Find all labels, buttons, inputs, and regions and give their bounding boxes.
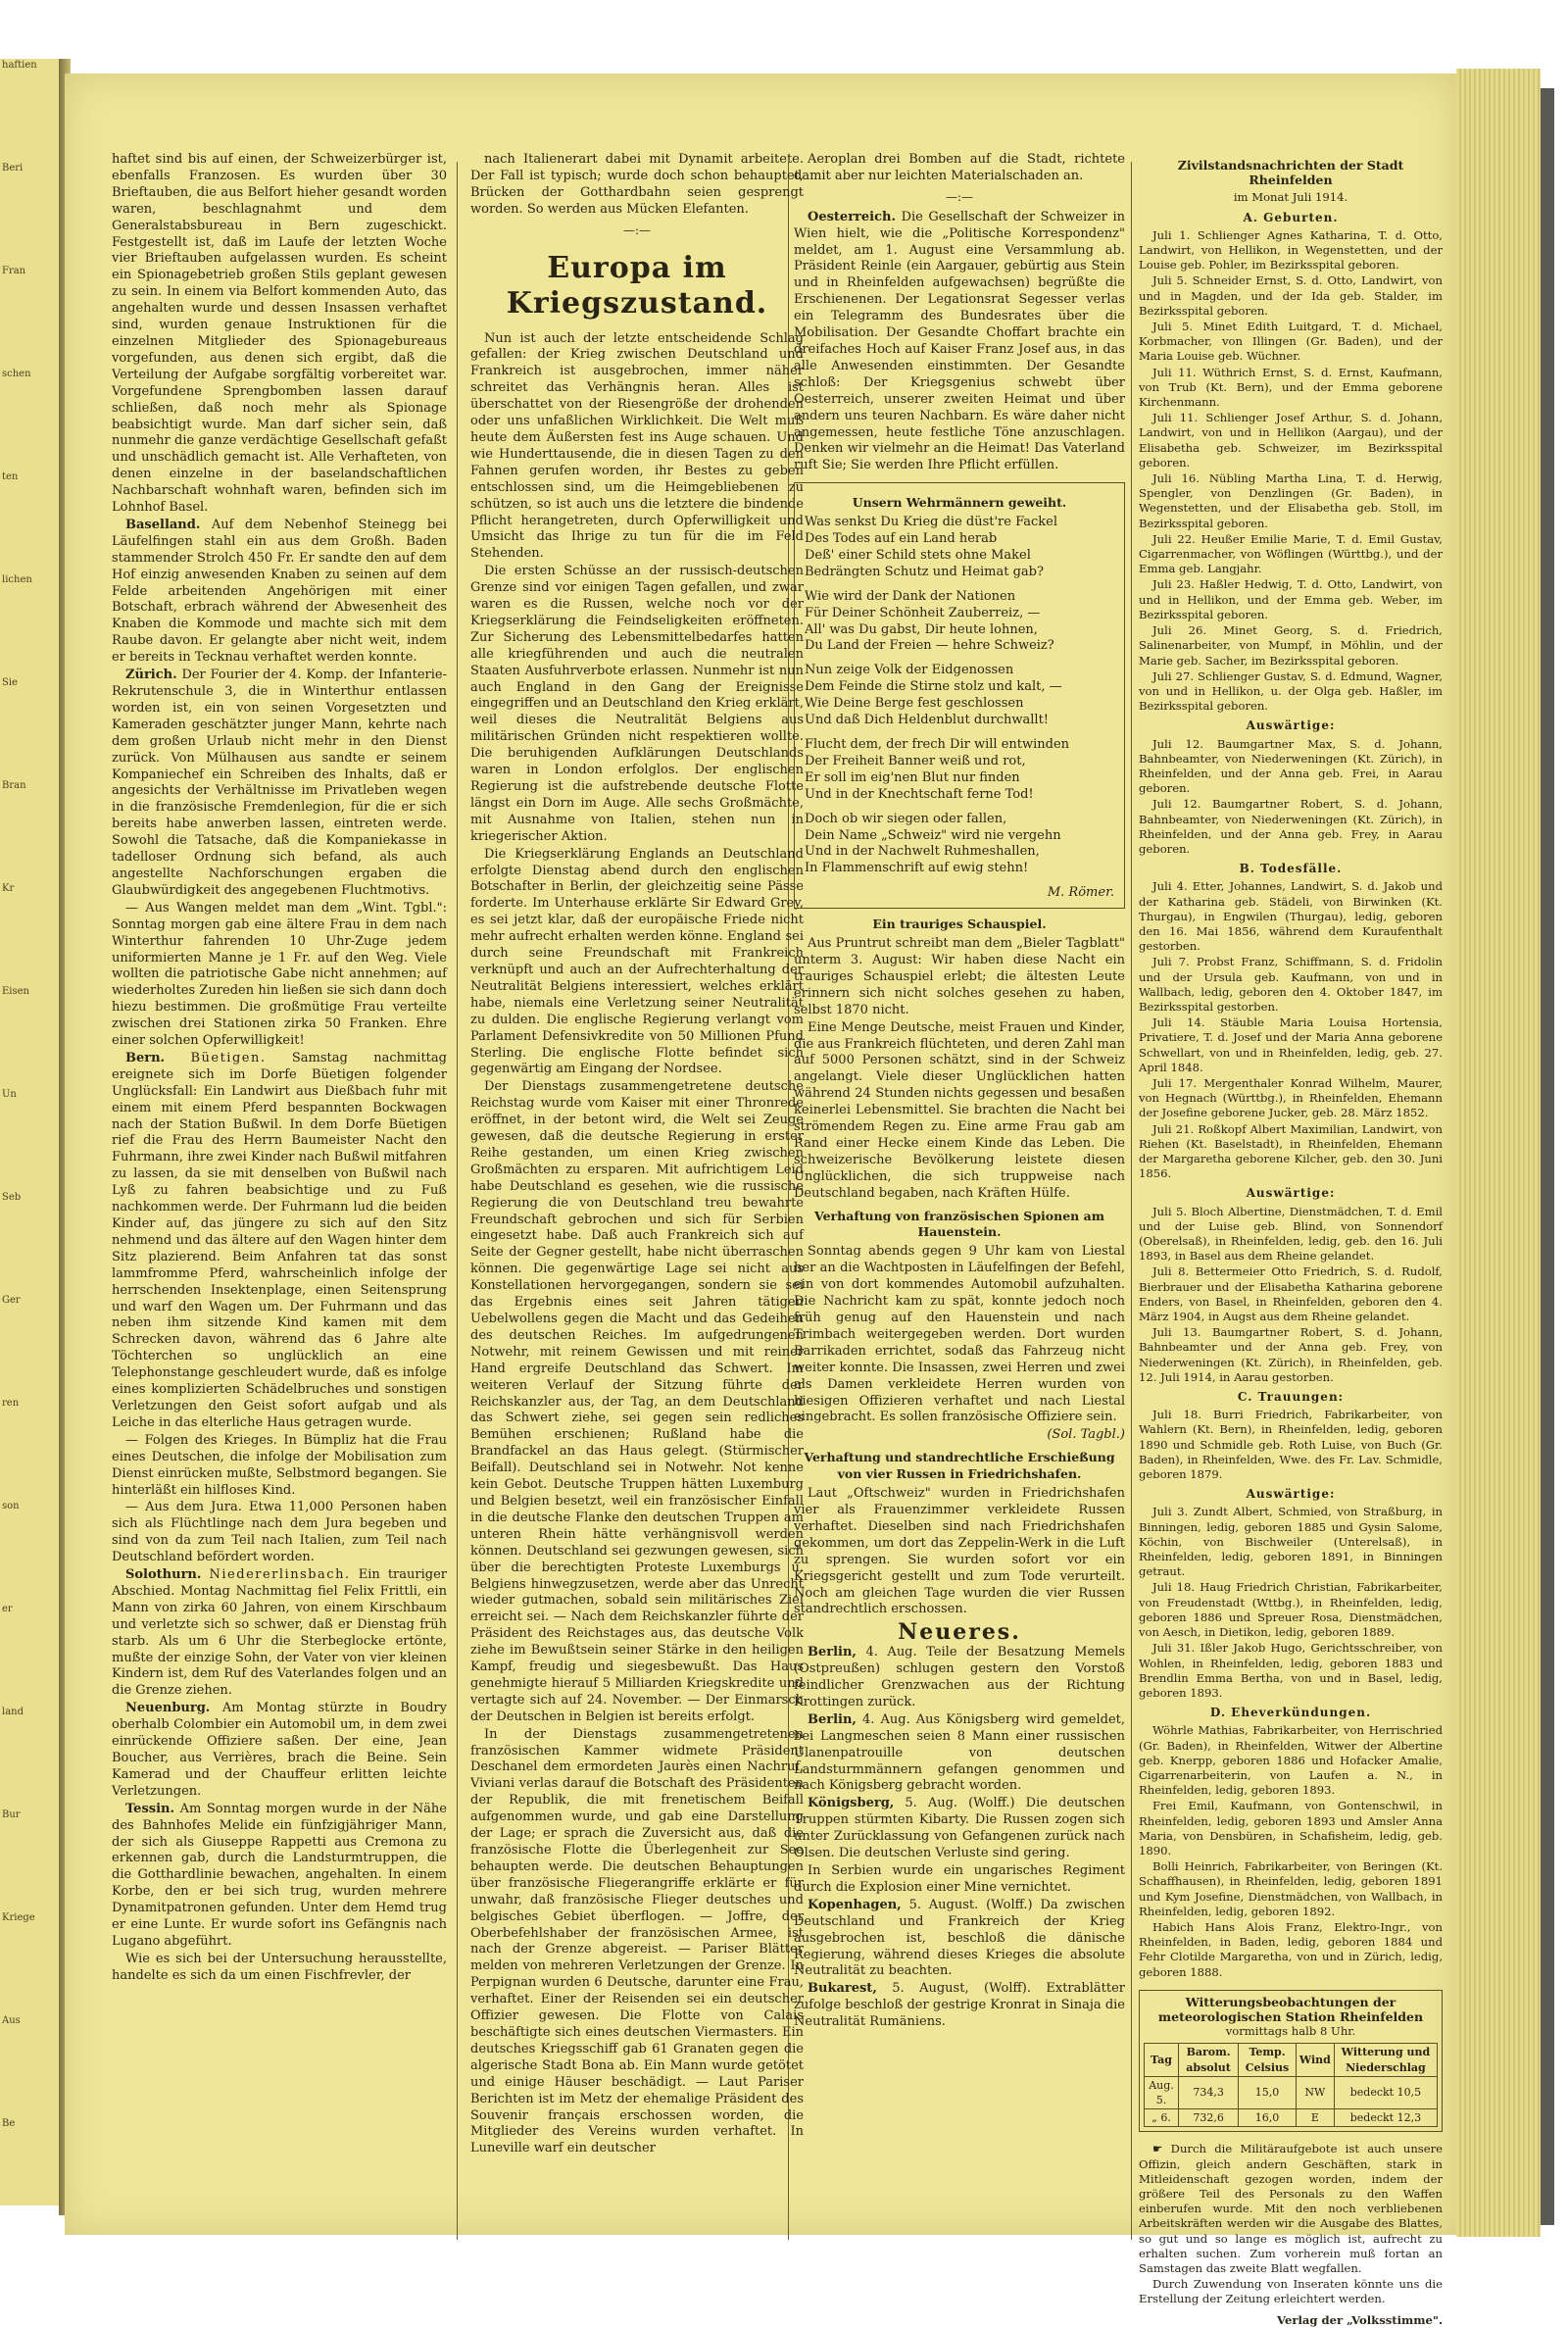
section-label: Oesterreich. (808, 209, 896, 224)
article-text: Sonntag abends gegen 9 Uhr kam von Liestal her an die Wachtposten in Läufelfingen der Befehl, ein von dort kommendes Automobil aufzuhalten. Die Nachricht kam zu spät, konnte jedoch noch früh genug auf den Hauenstein und nach Trimbach weitergegeben werden. Dort wurden Barrikaden errichtet, sodaß das Fahrzeug nicht weiter konnte. Die Insassen, zwei Herren und zwei als Damen verkleidete Herren wurden von hiesigen Offizieren verhaftet und nach Liestal eingebracht. Es sollen französische Offiziere sein. (794, 1244, 1125, 1425)
article-text: Nun ist auch der letzte entscheidende Schlag gefallen: der Krieg zwischen Deutschland und Frankreich ist ausgebrochen, immer näher schreitet das Verhängnis heran. Alles ist überschattet von der Riesengröße der drohenden oder uns unfaßlichen Wirklichkeit. Die Welt muß heute dem Äußersten fest ins Auge schauen. Und wie Hunderttausende, die in diesen Tagen zu den Fahnen gerufen worden, ihr Bestes zu geben entschlossen sind, um die Heimgebliebenen zu schützen, so ist auch uns die letztere die bindende Pflicht herangetreten, durch Opferwilligkeit und Umsicht das Ihrige zu tun für die im Feld Stehenden. (470, 330, 804, 562)
poem-box (794, 482, 1125, 909)
poem-line: Doch ob wir siegen oder fallen, (805, 811, 1007, 826)
record-entry: Juli 23. Haßler Hedwig, T. d. Otto, Landwirt, von und in Hellikon, und der Emma geb. Weber, im Bezirksspital geboren. (1139, 577, 1443, 621)
poem-line: Er soll im eig'nen Blut nur finden (805, 769, 1020, 785)
news-item (794, 1712, 1125, 1796)
news-text: 5. August, (Wolff). Extrablätter zufolge beschloß der gestrige Kronrat in Sinaja die Neutralität Rumäniens. (794, 1981, 1125, 2030)
column-rule (1131, 162, 1132, 2240)
banns-list (1139, 1723, 1443, 1979)
poem-line: Dein Name „Schweiz" wird nie vergehn (805, 827, 1061, 843)
article-text: Samstag nachmittag ereignete sich im Dorfe Büetigen folgender Unglücksfall: Ein Landwirt aus Dießbach fuhr mit einem mit einem Pferd bespannten Bockwagen nach der Station Bußwil. In dem Dorfe Büetigen rief die Frau des Herrn Baumeister Nacht den Fuhrmann, ihre zwei Kinder nach Bußwil mitfahren zu lassen, da sie mit denselben von Bußwil nach Lyß zu fahren beabsichtige und zu Fuß nachkommen werde. Der Fuhrmann lud die beiden Kinder auf, das jüngere zu sich auf den Sitz nehmend und das ältere auf den Wagen hinter dem Sitz plazierend. Beim Anfahren tat das sonst lammfromme Pferd, wahrscheinlich infolge der herrschenden Insektenplage, einen Seitensprung und warf den Wagen um. Der Fuhrmann und das neben ihm sitzende Kind kamen mit dem Schrecken davon, während das 6 Jahre alte Töchterchen so unglücklich an eine Telephonstange geschleudert wurde, daß es infolge eines komplizierten Schädelbruches und sonstigen Verletzungen den Geist sofort aufgab und als Leiche in das elterliche Haus getragen wurde. (112, 1050, 447, 1430)
separator: —:— (945, 189, 974, 204)
news-item (794, 1981, 1125, 2031)
poem-line: Deß' einer Schild stets ohne Makel (805, 547, 1031, 563)
weather-body (1145, 2076, 1438, 2127)
source-credit: (Sol. Tagbl.) (1047, 1427, 1125, 1443)
record-entry: Juli 1. Schlienger Agnes Katharina, T. d. Otto, Landwirt, von Hellikon, in Wegenstetten, und der Louise geb. Pohler, im Bezirksspital geboren. (1139, 227, 1443, 272)
deaths-heading: B. Todesfälle. (1239, 862, 1343, 876)
poem-line: Nun zeige Volk der Eidgenossen (805, 663, 1014, 678)
article-text: Die Kriegserklärung Englands an Deutschland erfolgte Dienstag abend durch den englischen Botschafter in Berlin, der gleichzeitig seine Pässe forderte. Im Unterhause erklärte Sir Edward Grey, es sei jetzt klar, daß der europäische Friede nicht mehr aufrecht erhalten werden könne. England sei durch seine Freundschaft mit Frankreich verknüpft und auch an der Aufrechterhaltung der Neutralität Belgiens interessiert, welches erklärt habe, niemals eine Verletzung seiner Neutralität zu dulden. Die englische Regierung verlangt vom Parlament Defensivkredite von 50 Millionen Pfund Sterling. Die englische Flotte befindet sich gegenwärtig am Eingang der Nordsee. (470, 846, 804, 1077)
place-name: Bukarest, (808, 1981, 877, 1997)
section-label: Solothurn. (125, 1567, 202, 1583)
publisher-notice (1139, 2142, 1443, 2276)
record-entry: Bolli Heinrich, Fabrikarbeiter, von Beringen (Kt. Schaffhausen), in Rheinfelden, ledig, geboren 1891 und Kym Josefine, Dienstmädchen, von Wallbach, in Rheinfelden, ledig, geboren 1892. (1139, 1859, 1443, 1918)
weather-row (1145, 2109, 1438, 2127)
weather-header-row (1145, 2044, 1438, 2076)
fragment-word: ten (2, 471, 19, 482)
headline: Europa im Kriegszustand. (506, 250, 768, 321)
record-entry: Juli 18. Haug Friedrich Christian, Fabrikarbeiter, von Freudenstadt (Wttbg.), in Rheinfelden, ledig, geboren 1886 und Spreuer Rosa, Dienstmädchen, von Aesch, in Dietikon, ledig, geboren 1889. (1139, 1580, 1443, 1640)
article-tessin (112, 1802, 447, 1951)
poem-line: Was senkst Du Krieg die düst're Fackel (805, 515, 1057, 530)
article-text: Aus Pruntrut schreibt man dem „Bieler Tagblatt" unterm 3. August: Wir haben diese Nacht ein trauriges Schauspiel erlebt; die ältesten Leute erinnern sich nicht solches gesehen zu haben, selbst 1870 nicht. (794, 936, 1125, 1017)
fragment-word: Beri (2, 163, 24, 173)
weather-cell: Aug. 5. (1145, 2076, 1179, 2108)
record-entry: Juli 16. Nübling Martha Lina, T. d. Herwig, Spengler, von Denzlingen (Gr. Baden), in Wegenstetten, und der Elisabetha geb. Stoll, im Bezirksspital geboren. (1139, 471, 1443, 530)
weather-cell: bedeckt 12,3 (1334, 2109, 1437, 2127)
fragment-word: Bur (2, 1809, 21, 1820)
left-page-text (2, 59, 57, 2220)
article-oesterreich (794, 210, 1125, 475)
weather-box (1139, 1990, 1443, 2133)
fragment-word: Un (2, 1089, 17, 1100)
poem-stanza (805, 663, 1114, 729)
column-2 (470, 152, 804, 2158)
poem-title: Unsern Wehrmännern geweiht. (852, 495, 1067, 511)
poem-line: Dem Feinde die Stirne stolz und kalt, — (805, 679, 1062, 695)
record-entry: Juli 12. Baumgartner Robert, S. d. Johann, Bahnbeamter, von Niederweningen (Kt. Zürich), in Rheinfelden, und der Anna geb. Frey, in Aarau geboren. (1139, 797, 1443, 856)
weather-table (1144, 2043, 1438, 2127)
article-baselland (112, 518, 447, 667)
record-entry: Juli 8. Bettermeier Otto Friedrich, S. d. Rudolf, Bierbrauer und der Elisabetha Katharina geborene Enders, von Basel, in Rheinfelden, geboren den 4. März 1904, in Augst aus dem Rheine gelandet. (1139, 1264, 1443, 1324)
record-entry: Frei Emil, Kaufmann, von Gontenschwil, in Rheinfelden, ledig, geboren 1893 und Amsler Anna Maria, von Densbüren, in Schafisheim, ledig, geb. 1890. (1139, 1799, 1443, 1857)
publisher-notice-2: Durch Zuwendung von Inseraten könnte uns die Erstellung der Zeitung erleichtert werden. (1139, 2277, 1443, 2306)
newspaper-page (65, 74, 1456, 2327)
deaths-list (1139, 879, 1443, 1181)
article-title: Verhaftung von französischen Spionen am Hauenstein. (814, 1208, 1104, 1240)
record-entry: Juli 22. Heußer Emilie Marie, T. d. Emil Gustav, Cigarrenmacher, von Wöflingen (Württbg.), und der Emma geb. Langjahr. (1139, 531, 1443, 576)
record-entry: Juli 21. Roßkopf Albert Maximilian, Landwirt, von Riehen (Kt. Baselstadt), in Rheinfelden, Ehemann der Margaretha geborene Kilcher, geb. den 30. Juni 1856. (1139, 1121, 1443, 1181)
fragment-word: Aus (2, 2015, 21, 2026)
article-text: nach Italienerart dabei mit Dynamit arbeitete. Der Fall ist typisch; wurde doch schon behauptet, Brücken der Gotthardbahn seien gesprengt worden. So werden aus Mücken Elefanten. (470, 152, 804, 217)
weather-header-cell: Tag (1145, 2044, 1179, 2076)
outside-deaths-list (1139, 1205, 1443, 1385)
weather-cell: bedeckt 10,5 (1334, 2076, 1437, 2108)
outside-heading: Auswärtige: (1246, 718, 1336, 733)
fragment-word: Ger (2, 1295, 21, 1306)
article-title: Verhaftung und standrechtliche Erschießung von vier Russen in Friedrichshafen. (804, 1450, 1115, 1482)
poem-line: Du Land der Freien — hehre Schweiz? (805, 638, 1054, 654)
fragment-word: Fran (2, 266, 26, 276)
weather-cell: 732,6 (1179, 2109, 1239, 2127)
article-text: Eine Menge Deutsche, meist Frauen und Kinder, die aus Frankreich flüchteten, und deren Zahl man auf 5000 Personen schätzt, sind in der Schweiz angelangt. Viele dieser Unglücklichen hatten während 24 Stunden nichts gegessen und besaßen keinerlei Lebensmittel. Sie brachten die Nacht bei strömendem Regen zu. Eine arme Frau gab am Rand einer Hecke einem Kinde das Leben. Die schweizerische Bevölkerung leistete diesen Unglücklichen, die sich truppweise nach Deutschland begaben, nach Kräften Hülfe. (794, 1019, 1125, 1201)
fragment-word: Bran (2, 780, 26, 791)
weather-header-cell: Witterung und Niederschlag (1334, 2044, 1437, 2076)
fragment-word: ren (2, 1398, 20, 1409)
news-text: 4. Aug. Teile der Besatzung Memels (Ostpreußen) schlugen gestern den Vorstoß feindlicher Grenzwachen aus der Richtung Krottingen zurück. (794, 1645, 1125, 1709)
record-entry: Juli 11. Schlienger Josef Arthur, S. d. Johann, Landwirt, von und in Hellikon (Aargau), und der Elisabetha geb. Schweizer, im Bezirksspital geboren. (1139, 411, 1443, 470)
article-text: Aeroplan drei Bomben auf die Stadt, richtete damit aber nur leichten Materialschaden an. (794, 152, 1125, 183)
article-zuerich (112, 668, 447, 900)
column-3 (794, 152, 1125, 2032)
article-text: haftet sind bis auf einen, der Schweizerbürger ist, ebenfalls Franzosen. Es wurden über 30 Brieftauben, die aus Belfort hieher gesandt worden waren, beschlagnahmt und dem Generalstabsbureau in Bern zugeschickt. Festgestellt ist, daß im Laufe der letzten Woche vier Brieftauben aufgelassen wurden. Es scheint ein Spionagebetrieb großen Stils geplant gewesen zu sein. In einem via Belfort kommenden Auto, das angehalten wurde und dessen Insassen verhaftet sind, wurden genaue Instruktionen für die einzelnen Mitglieder des Spionagebureaus vorgefunden, aus denen sich ergibt, daß die Verteilung der Aufgabe sorgfältig vorbereitet war. Vorgefundene Sprengbomben lassen darauf schließen, daß noch mehr als Spionage beabsichtigt wurde. Man darf sicher sein, daß nunmehr die ganze verdächtige Gesellschaft gefaßt und unschädlich gemacht ist. Alle Verhafteten, von denen einzelne in der baselandschaftlichen Nachbarschaft wohnhaft waren, befinden sich im Lohnhof Basel. (112, 152, 447, 516)
weather-header-cell: Barom. absolut (1179, 2044, 1239, 2076)
record-entry: Juli 5. Schneider Ernst, S. d. Otto, Landwirt, von und in Magden, und der Ida geb. Stalder, im Bezirksspital geboren. (1139, 273, 1443, 318)
fragment-word: er (2, 1604, 13, 1614)
article-solothurn (112, 1567, 447, 1700)
poem-signature: M. Römer. (1047, 885, 1114, 901)
article-text: Die ersten Schüsse an der russisch-deutschen Grenze sind vor einigen Tagen gefallen, und zwar waren es die Russen, welche noch vor der Kriegserklärung die Feindseligkeiten eröffneten. Zur Sicherung des Lebensmittelbedarfes hatten alle kriegführenden und auch die neutralen Staaten Ausfuhrverbote erlassen. Nunmehr ist nun auch England in den Gang der Ereignisse eingegriffen und an Deutschland den Krieg erklärt, weil dieses die Neutralität Belgiens aus militärischen Gründen nicht respektieren wollte. Die beruhigenden Aufklärungen Deutschlands waren in London erfolglos. Der englischen Regierung ist die aufstrebende deutsche Flotte längst ein Dorn im Auge. Alle sechs Großmächte, mit Ausnahme von Italien, stehen nun in kriegerischer Aktion. (470, 564, 804, 844)
section-headline: Neueres. (898, 1619, 1021, 1646)
poem-line: All' was Du gabst, Dir heute lohnen, (805, 621, 1038, 637)
section-label: Neuenburg. (125, 1701, 211, 1716)
poem-stanza (805, 812, 1114, 878)
article-text: — Folgen des Krieges. In Bümpliz hat die Frau eines Deutschen, die infolge der Mobilisation zum Dienst einrücken mußte, Selbstmord begangen. Sie hinterläßt ein hilfloses Kind. (112, 1432, 447, 1498)
births-heading: A. Geburten. (1243, 210, 1339, 224)
record-entry: Juli 31. Ißler Jakob Hugo, Gerichtsschreiber, von Wohlen, in Rheinfelden, ledig, geboren 1883 und Brendlin Emma Bertha, von und in Basel, ledig, geboren 1893. (1139, 1641, 1443, 1700)
poem-line: Flucht dem, der frech Dir will entwinden (805, 737, 1070, 752)
poem-line: Des Todes auf ein Land herab (805, 531, 998, 547)
article-text: Ein trauriger Abschied. Montag Nachmittag fiel Felix Frittli, ein Mann von zirka 60 Jahren, von einem Kirschbaum und verletzte sich so schwer, daß er Dienstag früh starb. Als um 6 Uhr die Sterbeglocke ertönte, mußte der einzige Sohn, der Vater von vier kleinen Kindern ist, dem Ruf des Vaterlandes folgen und an die Grenze ziehen. (112, 1567, 447, 1699)
section-label: Bern. (125, 1050, 166, 1065)
article-bern (112, 1051, 447, 1432)
weather-header-cell: Temp. Celsius (1239, 2044, 1297, 2076)
news-list (794, 1645, 1125, 2031)
record-entry: Juli 4. Etter, Johannes, Landwirt, S. d. Jakob und der Katharina geb. Städeli, von Birwinken (Kt. Thurgau), in Engwilen (Thurgau), ledig, geboren den 16. Mai 1856, während dem Kuraufenthalt gestorben. (1139, 879, 1443, 954)
record-entry: Juli 12. Baumgartner Max, S. d. Johann, Bahnbeamter, von Niederweningen (Kt. Zürich), in Rheinfelden, und der Anna geb. Frei, in Aarau geboren. (1139, 736, 1443, 796)
place-name: Kopenhagen, (808, 1897, 902, 1912)
poem-line: Der Freiheit Banner weiß und rot, (805, 753, 1026, 768)
fragment-word: land (2, 1707, 24, 1717)
column-4 (1139, 152, 1443, 2328)
record-entry: Juli 11. Wüthrich Ernst, S. d. Ernst, Kaufmann, von Trub (Kt. Bern), und der Emma geborene Kirchenmann. (1139, 365, 1443, 410)
separator: —:— (622, 223, 652, 237)
poem-body (805, 515, 1114, 877)
article-text: Wie es sich bei der Untersuchung herausstellte, handelte es sich da um einen Fischfrevler, der (112, 1951, 447, 1983)
article-text: Auf dem Nebenhof Steinegg bei Läufelfingen stahl ein aus dem Großh. Baden stammender Strolch 450 Fr. Er sandte den auf dem Hof einzig anwesenden Knaben zu seinen auf dem Felde arbeitenden Angehörigen mit einer Botschaft, erbrach während der Abwesenheit des Knaben die Kommode und machte sich mit dem Raube davon. Er gelangte aber nicht weit, indem er bereits in Tecknau verhaftet werden konnte. (112, 517, 447, 666)
record-entry: Juli 18. Burri Friedrich, Fabrikarbeiter, von Wahlern (Kt. Bern), in Rheinfelden, ledig, geboren 1890 und Schmidle geb. Roth Luise, von Buch (Gr. Baden), in Rheinfelden, Wwe. des Fr. Lav. Schmidle, geboren 1879. (1139, 1408, 1443, 1482)
section-label: Tessin. (125, 1801, 175, 1816)
banns-heading: D. Eheverkündungen. (1209, 1706, 1372, 1720)
fragment-word: Kriege (2, 1912, 35, 1923)
place-name: Niedererlinsbach. (209, 1567, 351, 1583)
news-text: 5. Aug. (Wolff.) Die deutschen Truppen stürmten Kibarty. Die Russen zogen sich unter Zurücklassung von Gefangenen zurück nach Olsen. Die deutschen Verluste sind gering. (794, 1796, 1125, 1861)
weather-cell: E (1296, 2109, 1334, 2127)
article-text: Am Sonntag morgen wurde in der Nähe des Bahnhofes Melide ein fünfzigjähriger Mann, der sich als Giuseppe Rappetti aus Cremona zu erkennen gab, durch die Landsturmtruppen, die die Gotthardlinie bewachen, angehalten. In einem Korbe, den er bei sich trug, wurden mehrere Dynamitpatronen gefunden. Unter dem Hemd trug er eine Lunte. Er wurde sofort ins Gefängnis nach Lugano abgeführt. (112, 1801, 447, 1949)
article-title: Ein trauriges Schauspiel. (872, 916, 1047, 932)
weather-cell: 15,0 (1239, 2076, 1297, 2108)
article-text: — Aus Wangen meldet man dem „Wint. Tgbl.": Sonntag morgen gab eine ältere Frau in dem nach Winterthur fahrenden 10 Uhr-Zuge jedem uniformierten Manne je 1 Fr. auf den Weg. Viele wollten die patriotische Gabe nicht annehmen; auf wiederholtes Zureden hin ließen sie sich dann doch hiezu bestimmen. Die großmütige Frau verteilte zwischen drei Stationen zirka 50 Franken. Ehre einer solchen Opferwilligkeit! (112, 900, 447, 1049)
fragment-word: Sie (2, 677, 18, 688)
weather-cell: NW (1296, 2076, 1334, 2108)
poem-line: Für Deiner Schönheit Zauberreiz, — (805, 605, 1041, 620)
weather-row (1145, 2076, 1438, 2108)
news-item (794, 1645, 1125, 1711)
column-rule (457, 162, 458, 2240)
poem-line: Wie wird der Dank der Nationen (805, 588, 1016, 604)
poem-line: Und in der Nachwelt Ruhmeshallen, (805, 844, 1040, 860)
place-name: Büetigen. (190, 1050, 267, 1065)
record-entry: Juli 5. Minet Edith Luitgard, T. d. Michael, Korbmacher, von Illingen (Gr. Baden), und der Maria Louise geb. Wüchner. (1139, 320, 1443, 364)
news-item (794, 1898, 1125, 1981)
notice-text: Durch die Militäraufgebote ist auch unsere Offizin, gleich andern Geschäften, stark in Mitleidenschaft gezogen worden, indem der größere Teil des Personals zu den Waffen einberufen wurde. Mit den noch verbliebenen Arbeitskräften werden wir die Ausgabe des Blattes, so gut und so lange es möglich ist, aufrecht zu erhalten suchen. Zum vorherein muß fortan an Samstagen das zweite Blatt wegfallen. (1139, 2142, 1444, 2276)
article-text: — Aus dem Jura. Etwa 11,000 Personen haben sich als Flüchtlinge nach dem Jura begeben und sind von da zum Teil nach Italien, zum Teil nach Deutschland befördert worden. (112, 1500, 447, 1565)
weather-cell: 16,0 (1239, 2109, 1297, 2127)
fragment-word: schen (2, 369, 31, 379)
article-neuenburg (112, 1701, 447, 1800)
left-page-fragment (0, 59, 61, 2205)
record-entry: Juli 3. Zundt Albert, Schmied, von Straßburg, in Binningen, ledig, geboren 1885 und Gysin Salome, Köchin, von Bischweiler (Unterelsaß), in Rheinfelden, ledig, geboren 1891, in Binningen getraut. (1139, 1505, 1443, 1579)
article-text: Der Fourier der 4. Komp. der Infanterie-Rekrutenschule 3, die in Winterthur entlassen worden ist, ein von seinen Vorgesetzten und Kameraden geschätzter junger Mann, kehrte nach dem großen Urlaub nicht mehr in den Dienst zurück. Von Mülhausen aus sandte er seinem Kompaniechef ein Schreiben des Inhalts, daß er angesichts der Verhältnisse im Privatleben wegen in die französische Fremdenlegion, für die er sich bereits habe anwerben lassen, eintreten werde. Sowohl die Tatsache, daß die Kompaniekasse in tadelloser Ordnung sich befand, als auch angestellte Nachforschungen ergaben die Glaubwürdigkeit des angegebenen Fluchtmotivs. (112, 668, 447, 898)
fragment-word: Eisen (2, 986, 29, 997)
article-text: Der Dienstags zusammengetretene deutsche Reichstag wurde vom Kaiser mit einer Thronrede eröffnet, in der betont wird, die Welt sei Zeuge gewesen, daß die deutsche Regierung in erster Reihe gestanden, um einen Krieg zwischen Großmächten zu ersparen. Mit aufrichtigem Leid habe Deutschland es gesehen, wie die russische Regierung die von Deutschland treu bewahrte Freundschaft gebrochen und sich für Serbien eingesetzt habe. Daß auch Frankreich sich auf Seite der Gegner gestellt, habe nicht überraschen können. Die gegenwärtige Lage sei nicht aus Konstellationen hervorgegangen, sondern sie sei das Ergebnis eines seit Jahren tätigen Uebelwollens gegen die Macht und das Gedeihen des deutschen Reiches. Im aufgedrungenen Notwehr, mit reinem Gewissen und mit reiner Hand ergreife Deutschland das Schwert. Im weiteren Verlauf der Sitzung führte der Reichskanzler aus, der Tag, an dem Deutschland das Schwert ziehe, sei gegen sein redliches Bemühen erschienen; Rußland habe die Brandfackel an das Haus gelegt. (Stürmischer Beifall). Deutschland sei in Notwehr. Not kenne kein Gebot. Deutsche Truppen hätten Luxemburg und Belgien besetzt, weil ein französischer Einfall in die deutsche Flanke den deutschen Truppen am unteren Rhein hätte verhängnisvoll werden können. Deutschland sei gezwungen gewesen, sich über die berechtigten Proteste Luxemburgs u. Belgiens hinwegzusetzen, werde aber das Unrecht wieder gutmachen, sobald sein militärisches Ziel erreicht sei. — Nach dem Reichskanzler führte der Präsident des Reichstages aus, das deutsche Volk ziehe im Bewußtsein seiner Stärke in den heiligen Kampf, freudig und siegesbewußt. Das Haus genehmigte hierauf 5 Milliarden Kriegskredite und vertagte sich auf 24. November. — Der Einmarsch der Deutschen in Belgien ist bereits erfolgt. (470, 1079, 804, 1724)
news-text: 5. August. (Wolff.) Da zwischen Deutschland und Frankreich der Krieg ausgebrochen ist, beschloß die dänische Regierung, während dieses Krieges die absolute Neutralität zu beachten. (794, 1897, 1125, 1979)
record-entry: Juli 26. Minet Georg, S. d. Friedrich, Salinenarbeiter, von Mumpf, in Möhlin, und der Marie geb. Sacher, im Bezirksspital geboren. (1139, 623, 1443, 668)
pointing-hand-icon: ☛ (1152, 2142, 1163, 2156)
outside-marriages-list (1139, 1505, 1443, 1701)
weather-cell: „ 6. (1145, 2109, 1179, 2127)
place-name: Berlin, (808, 1711, 857, 1727)
record-entry: Juli 5. Bloch Albertine, Dienstmädchen, T. d. Emil und der Luise geb. Blind, von Sonnendorf (Oberelsaß), in Rheinfelden, ledig, geb. den 16. Juli 1893, in Basel aus dem Rheine gelandet. (1139, 1204, 1443, 1263)
weather-subtitle: vormittags halb 8 Uhr. (1225, 2024, 1356, 2039)
poem-line: Und daß Dich Heldenblut durchwallt! (805, 713, 1050, 728)
fragment-word: lichen (2, 574, 32, 585)
poem-line: Und in der Knechtschaft ferne Tod! (805, 786, 1034, 802)
place-name: Berlin, (808, 1645, 857, 1660)
record-entry: Juli 27. Schlienger Gustav, S. d. Edmund, Wagner, von und in Hellikon, u. der Olga geb. Haßler, im Bezirksspital geboren. (1139, 669, 1443, 714)
record-entry: Juli 13. Baumgartner Robert, S. d. Johann, Bahnbeamter und der Anna geb. Frey, von Niederweningen (Kt. Zürich), in Rheinfelden, geb. 12. Juli 1914, in Aarau gestorben. (1139, 1325, 1443, 1384)
poem-stanza (805, 589, 1114, 656)
civil-records-title: Zivilstandsnachrichten der Stadt Rheinfelden (1177, 158, 1404, 188)
outside-heading: Auswärtige: (1246, 1487, 1336, 1502)
news-text: 4. Aug. Aus Königsberg wird gemeldet, bei Langmeschen seien 8 Mann einer russischen Ulanenpatrouille von deutschen Landsturmmännern gefangen genommen und nach Königsberg gebracht worden. (794, 1711, 1125, 1794)
news-item (794, 1796, 1125, 1862)
section-label: Zürich. (125, 668, 177, 683)
civil-records-month: im Monat Juli 1914. (1233, 190, 1348, 205)
record-entry: Juli 17. Mergenthaler Konrad Wilhelm, Maurer, von Hegnach (Württbg.), in Rheinfelden, Ehemann der Josefine geborene Jucker, geb. 28. März 1852. (1139, 1075, 1443, 1120)
fragment-word: Seb (2, 1192, 22, 1203)
record-entry: Juli 14. Stäuble Maria Louisa Hortensia, Privatiere, T. d. Josef und der Maria Anna geborene Schwellart, von und in Rheinfelden, ledig, geb. 27. April 1848. (1139, 1015, 1443, 1074)
fragment-word: son (2, 1501, 20, 1511)
fragment-word: Kr (2, 883, 15, 894)
place-name: Königsberg, (808, 1796, 895, 1811)
article-text: Am Montag stürzte in Boudry oberhalb Colombier ein Automobil um, in dem zwei einrückende Offiziere saßen. Der eine, Jean Boucher, aus Verrières, brach die Beine. Sein Kamerad und der Chauffeur erlitten leichte Verletzungen. (112, 1701, 447, 1799)
column-1 (112, 152, 447, 1986)
record-entry: Juli 7. Probst Franz, Schiffmann, S. d. Fridolin und der Ursula geb. Kaufmann, von und in Wallbach, ledig, geboren den 4. Oktober 1847, im Bezirksspital gestorben. (1139, 955, 1443, 1014)
poem-line: Bedrängten Schutz und Heimat gab? (805, 564, 1044, 579)
weather-title: Witterungsbeobachtungen der meteorologischen Station Rheinfelden (1157, 1994, 1424, 2024)
record-entry: Habich Hans Alois Franz, Elektro-Ingr., von Rheinfelden, in Baden, ledig, geboren 1884 und Fehr Clotilde Margaretha, von und in Zürich, ledig, geboren 1888. (1139, 1919, 1443, 1979)
article-text: Die Gesellschaft der Schweizer in Wien hielt, wie die „Politische Korrespondenz" meldet, am 1. August eine Versammlung ab. Präsident Reinle (ein Aargauer, gebürtig aus Stein und in Rheinfelden aufgewachsen) begrüßte die Erschienenen. Der Legationsrat Segesser verlas ein Telegramm des Bundesrates über die Mobilisation. Der Gesandte Choffart brachte ein dreifaches Hoch auf Kaiser Franz Josef aus, in das alle Anwesenden einstimmten. Der Gesandte schloß: Der Kriegsgenius schwebt über Oesterreich, unserer zweiten Heimat und über andern uns teuren Nachbarn. Es wäre daher nicht angemessen, heute festliche Töne anzuschlagen. Denken wir vielmehr an die Heimat! Das Vaterland ruft Sie; Sie werden Ihre Pflicht erfüllen. (794, 209, 1125, 473)
weather-cell: 734,3 (1179, 2076, 1239, 2108)
weather-header-cell: Wind (1296, 2044, 1334, 2076)
record-entry: Wöhrle Mathias, Fabrikarbeiter, von Herrischried (Gr. Baden), in Rheinfelden, Witwer der Albertine geb. Knerpp, geboren 1886 und Hofacker Amalie, Cigarrenarbeiterin, von Laufen a. N., in Rheinfelden, ledig, geboren 1893. (1139, 1723, 1443, 1798)
births-list (1139, 228, 1443, 715)
fragment-word: Be (2, 2118, 16, 2129)
outside-births-list (1139, 737, 1443, 858)
article-text: Laut „Oftschweiz" wurden in Friedrichshafen vier als Frauenzimmer verkleidete Russen verhaftet. Dieselben sind nach Friedrichshafen gekommen, um dort das Zeppelin-Werk in die Luft zu sprengen. Sie wurden sofort vor ein Kriegsgericht gestellt und zum Tode verurteilt. Noch am gleichen Tage wurden die vier Russen standrechtlich erschossen. (794, 1486, 1125, 1617)
fragment-word: haftien (2, 60, 37, 71)
marriages-heading: C. Trauungen: (1237, 1390, 1345, 1405)
book-spine (1541, 88, 1554, 2225)
news-text: In Serbien wurde ein ungarisches Regiment durch die Explosion einer Mine vernichtet. (794, 1863, 1125, 1895)
publisher-signature: Verlag der „Volksstimme". (1277, 2312, 1443, 2327)
poem-stanza (805, 515, 1114, 581)
page-edges (1456, 69, 1541, 2237)
marriages-list (1139, 1408, 1443, 1482)
poem-stanza (805, 737, 1114, 804)
section-label: Baselland. (125, 517, 201, 532)
news-item (794, 1863, 1125, 1897)
outside-heading: Auswärtige: (1246, 1186, 1336, 1201)
poem-line: Wie Deine Berge fest geschlossen (805, 696, 1024, 712)
poem-line: In Flammenschrift auf ewig stehn! (805, 861, 1029, 876)
article-text: In der Dienstags zusammengetretenen französischen Kammer widmete Präsident Deschanel dem ermordeten Jaurès einen Nachruf, Viviani verlas darauf die Botschaft des Präsidenten der Republik, die mit frenetischem Beifall aufgenommen wurde, und gab eine Darstellung der Lage; er sprach die Zuversicht aus, daß die französische Flotte die Überlegenheit zur See behaupten werde. Die deutschen Behauptungen über französische Fliegerangriffe erklärte er für unwahr, daß französische Flieger deutsches und belgisches Gebiet überflogen. — Joffre, der Oberbefehlshaber der französischen Armee, ist nach der Grenze abgereist. — Pariser Blätter melden von mehreren Verletzungen der Grenze. In Perpignan wurden 6 Deutsche, darunter eine Frau, verhaftet. Einer der Reisenden sei ein deutscher Offizier gewesen. Die Flotte von Calais beschäftigte sich eines deutschen Viermasters. Ein deutsches Kriegsschiff gab 61 Granaten gegen die algerische Stadt Bona ab. Ein Mann wurde getötet und einige Häuser beschädigt. — Laut Pariser Berichten ist im Metz der ehemalige Präsident des Souvenir français erschossen worden, die Mitglieder des Vereins wurden verhaftet. In Luneville warf ein deutscher (470, 1726, 804, 2156)
